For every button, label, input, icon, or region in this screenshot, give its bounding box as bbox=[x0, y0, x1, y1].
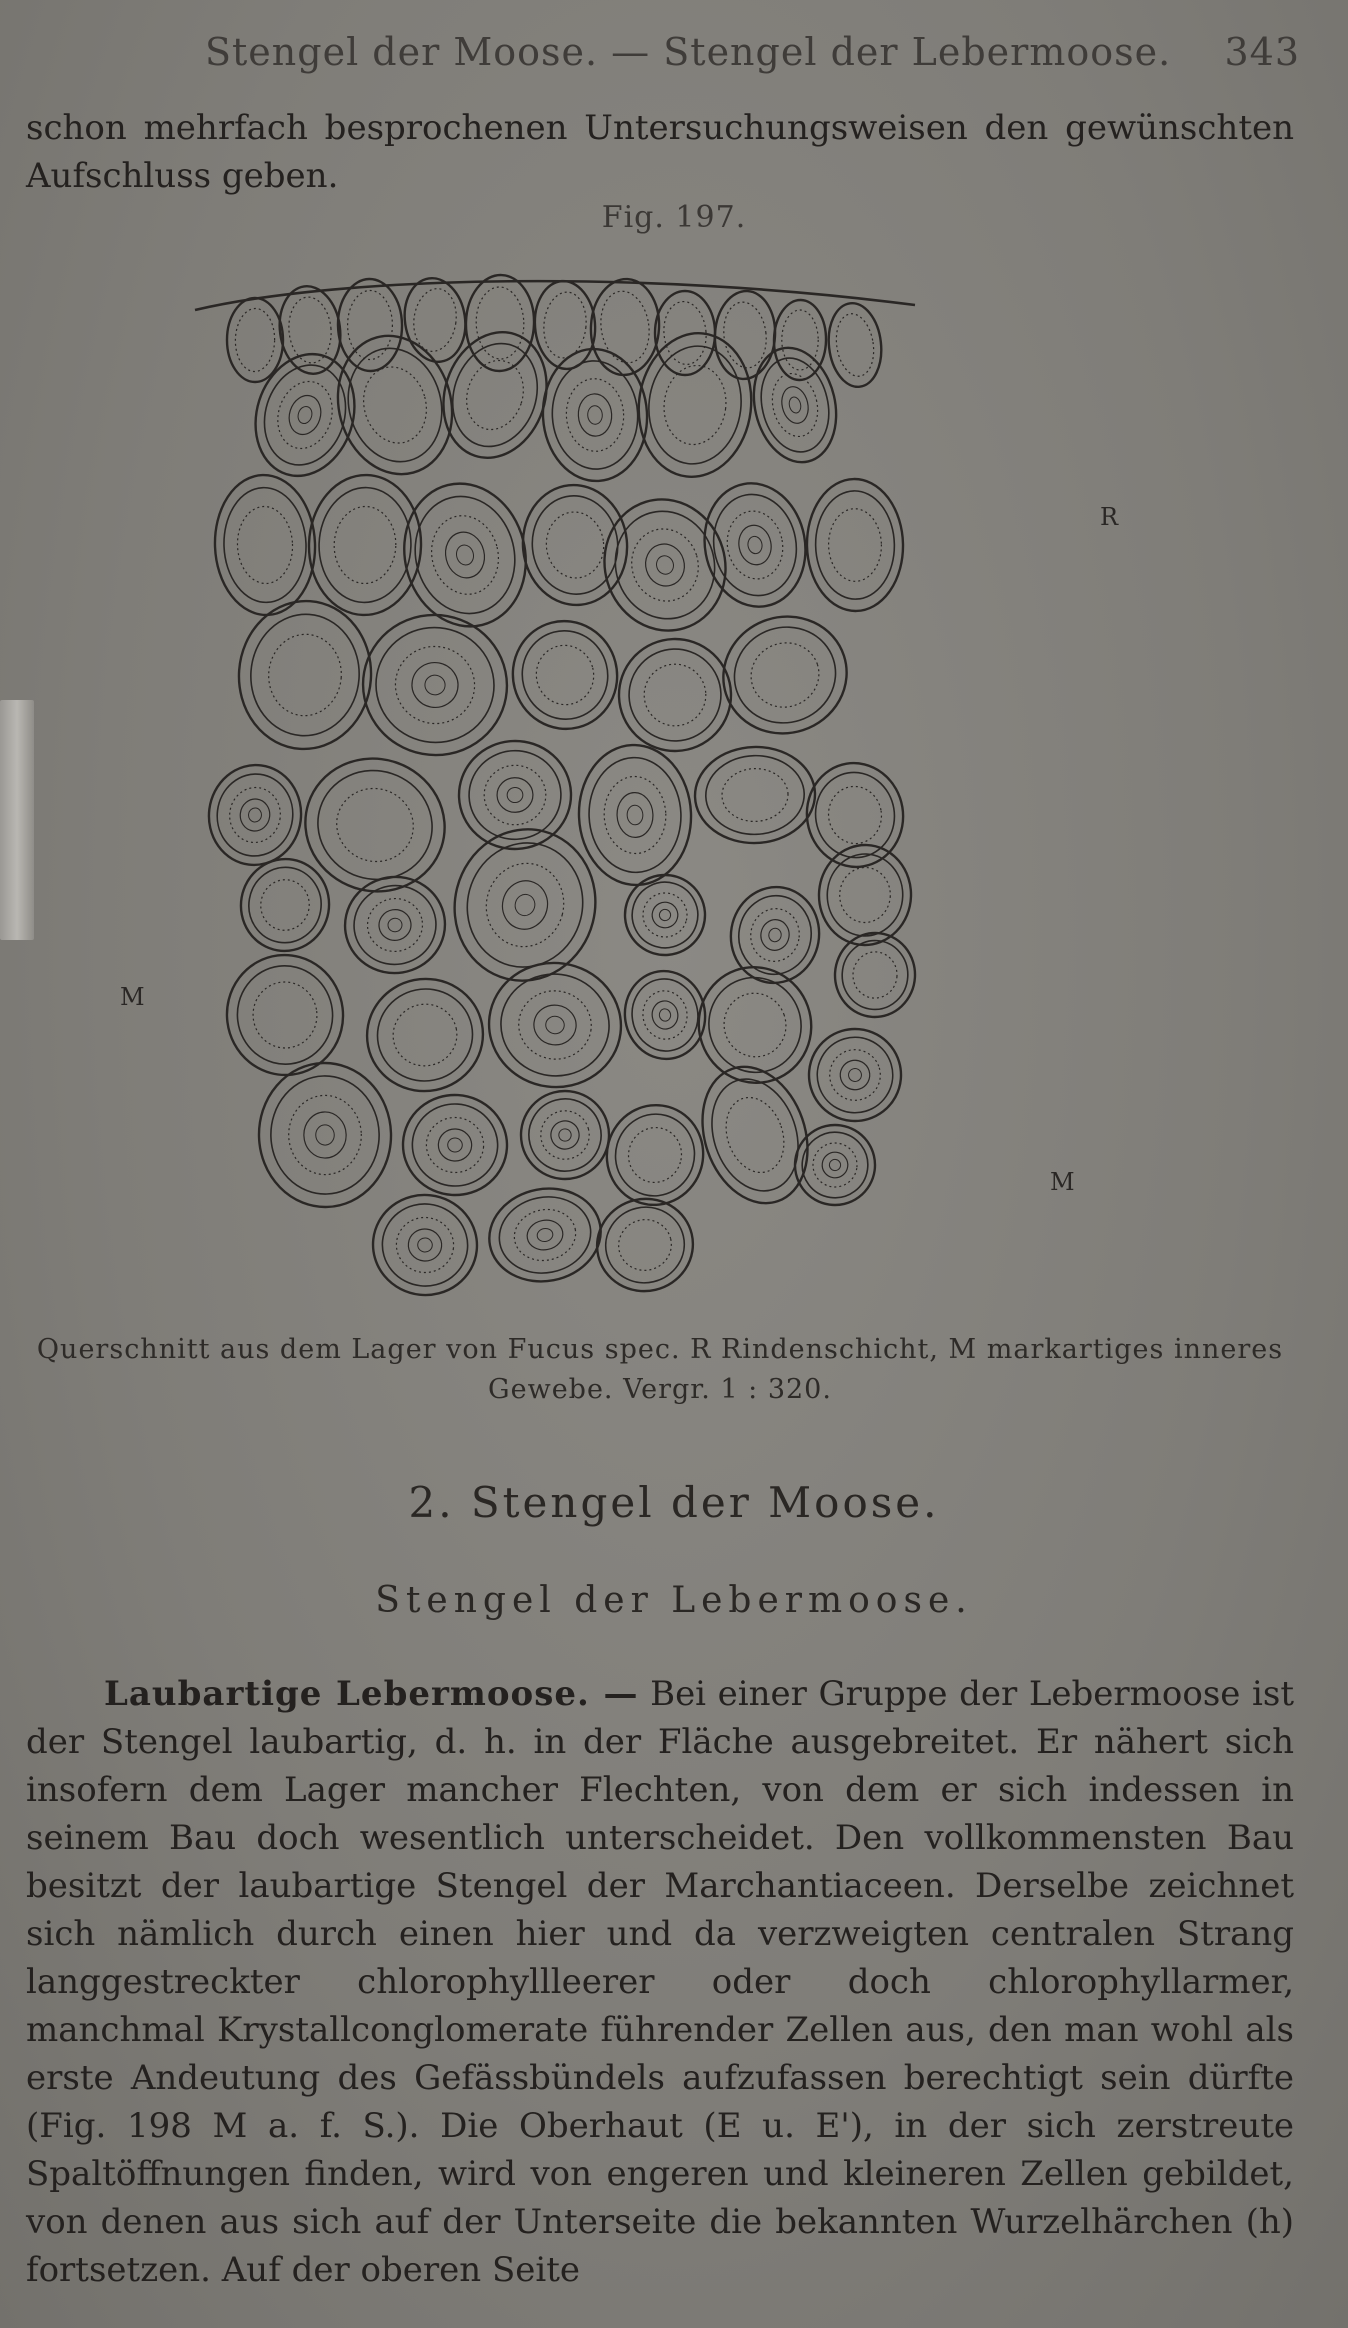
tissue-cell bbox=[307, 473, 424, 617]
tissue-cell bbox=[497, 876, 552, 934]
tissue-cell bbox=[595, 1094, 715, 1216]
figure-illustration bbox=[120, 255, 1119, 1315]
tissue-cell bbox=[377, 907, 413, 942]
tissue-cell bbox=[747, 905, 804, 965]
tissue-cell bbox=[654, 554, 675, 577]
tissue-cell bbox=[603, 775, 668, 855]
tissue-cell bbox=[403, 486, 527, 624]
tissue-cell bbox=[631, 327, 759, 483]
tissue-cell bbox=[545, 1015, 566, 1035]
tissue-cell bbox=[596, 288, 654, 366]
tissue-cell bbox=[236, 505, 294, 584]
tissue-cell bbox=[623, 521, 707, 610]
tissue-cell bbox=[232, 960, 338, 1069]
figure-caption: Querschnitt aus dem Lager von Fucus spec. R Rindenschicht, M markartiges inneres Gewebe. Vergr. 1 : 320. bbox=[36, 1334, 1284, 1405]
tissue-cell bbox=[454, 543, 475, 567]
tissue-cell bbox=[543, 509, 607, 581]
tissue-cell bbox=[284, 391, 325, 438]
tissue-cell bbox=[477, 855, 572, 955]
tissue-cell bbox=[495, 968, 615, 1083]
tissue-cell bbox=[743, 634, 828, 716]
tissue-cell bbox=[467, 749, 563, 841]
tissue-cell bbox=[806, 478, 905, 612]
tissue-cell bbox=[364, 895, 427, 956]
figure-label: Fig. 197. bbox=[601, 200, 747, 235]
tissue-cell bbox=[798, 1018, 912, 1132]
tissue-cell bbox=[288, 740, 462, 909]
tissue-cell bbox=[721, 767, 789, 822]
tissue-cell bbox=[639, 988, 690, 1043]
tissue-cell bbox=[315, 1125, 334, 1146]
tissue-cell bbox=[270, 375, 341, 456]
tissue-cell bbox=[840, 939, 910, 1012]
tissue-cell bbox=[536, 1227, 554, 1243]
tissue-cell bbox=[266, 632, 344, 718]
tissue-cell bbox=[483, 764, 547, 826]
tissue-cell bbox=[832, 311, 878, 379]
tissue-cell bbox=[481, 1179, 608, 1290]
tissue-cell bbox=[693, 745, 816, 845]
tissue-cell bbox=[355, 360, 435, 450]
tissue-cell bbox=[758, 917, 791, 952]
tissue-cell bbox=[824, 782, 885, 847]
tissue-cell bbox=[496, 777, 533, 813]
tissue-cell bbox=[577, 393, 613, 437]
tissue-cell bbox=[839, 867, 892, 924]
tissue-cell bbox=[531, 1003, 578, 1048]
tissue-cell bbox=[235, 308, 276, 372]
tissue-cell bbox=[736, 523, 775, 568]
tissue-cell bbox=[511, 1081, 619, 1189]
tissue-cell bbox=[407, 1227, 444, 1263]
tissue-cell bbox=[212, 473, 317, 617]
tissue-cell bbox=[257, 876, 313, 934]
paragraph-run-in: Laubartige Lebermoose. — bbox=[104, 1674, 639, 1714]
tissue-cell bbox=[829, 1159, 842, 1172]
tissue-cell bbox=[501, 610, 629, 741]
tissue-cell bbox=[641, 539, 690, 591]
tissue-cell bbox=[768, 927, 782, 942]
tissue-cell bbox=[482, 955, 629, 1095]
tissue-cell bbox=[410, 1101, 500, 1188]
tissue-cell bbox=[458, 353, 532, 437]
tissue-cell bbox=[220, 948, 350, 1081]
tissue-cell bbox=[303, 1111, 347, 1158]
tissue-cell bbox=[747, 535, 764, 555]
tissue-cell bbox=[515, 986, 596, 1063]
body-paragraph bbox=[26, 1670, 1294, 2294]
tissue-cell bbox=[248, 807, 263, 823]
tissue-cell bbox=[465, 274, 536, 372]
tissue-cell bbox=[249, 978, 320, 1051]
continuation-text: schon mehrfach besprochenen Untersuchungsweisen den gewünschten Aufschluss geben. bbox=[26, 108, 1294, 196]
tissue-cell bbox=[824, 1044, 887, 1107]
tissue-cell bbox=[243, 862, 327, 949]
tissue-cell bbox=[790, 1120, 881, 1211]
tissue-cell bbox=[425, 1116, 485, 1174]
tissue-cell bbox=[417, 1237, 433, 1253]
tissue-cell bbox=[638, 888, 693, 943]
tissue-cell bbox=[627, 805, 644, 825]
tissue-cell bbox=[247, 611, 364, 740]
tissue-cell bbox=[387, 917, 403, 933]
figure-marker-m-right: M bbox=[1050, 1168, 1075, 1196]
tissue-cell bbox=[203, 760, 307, 871]
tissue-cell bbox=[628, 648, 723, 743]
tissue-cell bbox=[535, 1105, 594, 1164]
tissue-cell bbox=[798, 1128, 872, 1202]
tissue-cell bbox=[820, 1150, 849, 1179]
tissue-cell bbox=[557, 1127, 572, 1142]
tissue-cell bbox=[348, 880, 442, 971]
tissue-cell bbox=[507, 787, 523, 803]
tissue-cell bbox=[716, 1090, 793, 1181]
tissue-cell bbox=[698, 1067, 813, 1202]
tissue-cell bbox=[317, 486, 413, 604]
tissue-cell bbox=[441, 528, 489, 582]
tissue-cell bbox=[333, 506, 397, 585]
section-heading: 2. Stengel der Moose. bbox=[408, 1478, 940, 1527]
tissue-cell bbox=[837, 1057, 874, 1094]
tissue-cell bbox=[530, 639, 600, 711]
tissue-cell bbox=[615, 865, 715, 965]
tissue-cell bbox=[614, 1214, 677, 1275]
tissue-cell bbox=[810, 1140, 860, 1190]
tissue-cell bbox=[847, 1067, 863, 1083]
tissue-cell bbox=[437, 1128, 472, 1162]
running-head-title: Stengel der Moose. — Stengel der Lebermoose. bbox=[205, 30, 1172, 74]
tissue-cell bbox=[427, 319, 562, 472]
tissue-cell bbox=[660, 362, 731, 448]
tissue-cell bbox=[658, 1008, 671, 1022]
tissue-cell bbox=[824, 300, 885, 389]
tissue-cell bbox=[367, 618, 504, 752]
tissue-cell bbox=[649, 899, 681, 931]
subsection-heading: Stengel der Lebermoose. bbox=[375, 1580, 973, 1621]
tissue-cell bbox=[399, 274, 471, 366]
paragraph-text: Bei einer Gruppe der Lebermoose ist der Stengel laubartig, d. h. in der Fläche ausgebreitet. Er nähert sich insofern dem Lager mancher Flechten, von dem er sich indessen in seinem Bau doch wesentlich unterscheidet. Den vollkommensten Bau besitzt der laubartige Stengel der Marchantiaceen. Derselbe zeichnet sich nämlich durch einen hier und da verzweigten centralen Strang langgestreckter chlorophyllleerer oder doch chlorophyllarmer, manchmal Krystallconglomerate führender Zellen aus, den man wohl als erste Andeutung des Gefässbündels aufzufassen berechtigt sein dürfte (Fig. 198 M a. f. S.). Die Oberhaut (E u. E'), in der sich zerstreute Spaltöffnungen finden, wird von engeren und kleineren Zellen gebildet, von denen aus sich auf der Unterseite die bekannten Wurzelhärchen (h) fortsetzen. Auf der oberen Seite bbox=[26, 1674, 1294, 2290]
tissue-cell bbox=[296, 405, 314, 426]
tissue-cell bbox=[378, 1199, 472, 1290]
tissue-cell bbox=[513, 892, 537, 917]
tissue-cell bbox=[269, 1074, 381, 1195]
tissue-cell bbox=[288, 1094, 363, 1175]
page-number: 343 bbox=[1224, 30, 1300, 74]
tissue-cell bbox=[685, 1053, 825, 1218]
tissue-cell bbox=[525, 1217, 566, 1253]
tissue-cell bbox=[389, 640, 481, 730]
tissue-cell bbox=[257, 1061, 393, 1209]
tissue-cell bbox=[238, 797, 271, 832]
tissue-cell bbox=[778, 384, 811, 426]
tissue-cell bbox=[587, 756, 684, 875]
tissue-cell bbox=[517, 480, 633, 610]
tissue-cell bbox=[510, 1204, 580, 1265]
figure-marker-r: R bbox=[1100, 503, 1119, 531]
tissue-cell bbox=[447, 1138, 462, 1153]
tissue-cell bbox=[327, 778, 423, 871]
tissue-cell bbox=[226, 785, 283, 846]
tissue-cell bbox=[852, 951, 899, 1000]
tissue-cell bbox=[704, 754, 805, 836]
tissue-cell bbox=[715, 985, 795, 1066]
tissue-cell bbox=[788, 396, 803, 414]
tissue-cell bbox=[423, 509, 506, 602]
tissue-cell bbox=[617, 637, 733, 753]
tissue-cell bbox=[394, 1214, 457, 1275]
tissue-cell bbox=[809, 766, 901, 863]
tissue-cell bbox=[643, 663, 707, 727]
tissue-cell bbox=[234, 596, 376, 753]
tissue-cell bbox=[815, 490, 896, 600]
tissue-cell bbox=[337, 278, 403, 371]
tissue-cell bbox=[408, 659, 461, 711]
tissue-cell bbox=[400, 1092, 510, 1198]
tissue-cell bbox=[616, 792, 654, 838]
tissue-cell bbox=[323, 323, 468, 487]
tissue-cell bbox=[587, 405, 603, 424]
tissue-cell bbox=[369, 981, 480, 1090]
tissue-cell bbox=[658, 908, 672, 922]
tissue-cell bbox=[650, 999, 680, 1031]
tissue-cell bbox=[576, 743, 694, 888]
tissue-cell bbox=[222, 486, 308, 604]
tissue-cell bbox=[708, 601, 862, 750]
tissue-cell bbox=[733, 890, 818, 980]
tissue-cell bbox=[368, 1190, 483, 1301]
tissue-cell bbox=[627, 974, 703, 1056]
tissue-cell bbox=[722, 506, 788, 583]
figure-marker-m-left: M bbox=[120, 983, 145, 1011]
tissue-cell bbox=[564, 377, 625, 453]
tissue-cell bbox=[622, 1121, 688, 1188]
tissue-cell bbox=[642, 341, 747, 469]
tissue-cell bbox=[212, 770, 297, 861]
tissue-cell bbox=[828, 508, 882, 582]
running-head bbox=[205, 30, 1300, 74]
page-edge-tab bbox=[0, 700, 34, 940]
tissue-cell bbox=[423, 674, 446, 697]
tissue-cell bbox=[388, 999, 463, 1072]
tissue-cell bbox=[548, 1118, 582, 1152]
tissue-cell bbox=[695, 475, 816, 615]
